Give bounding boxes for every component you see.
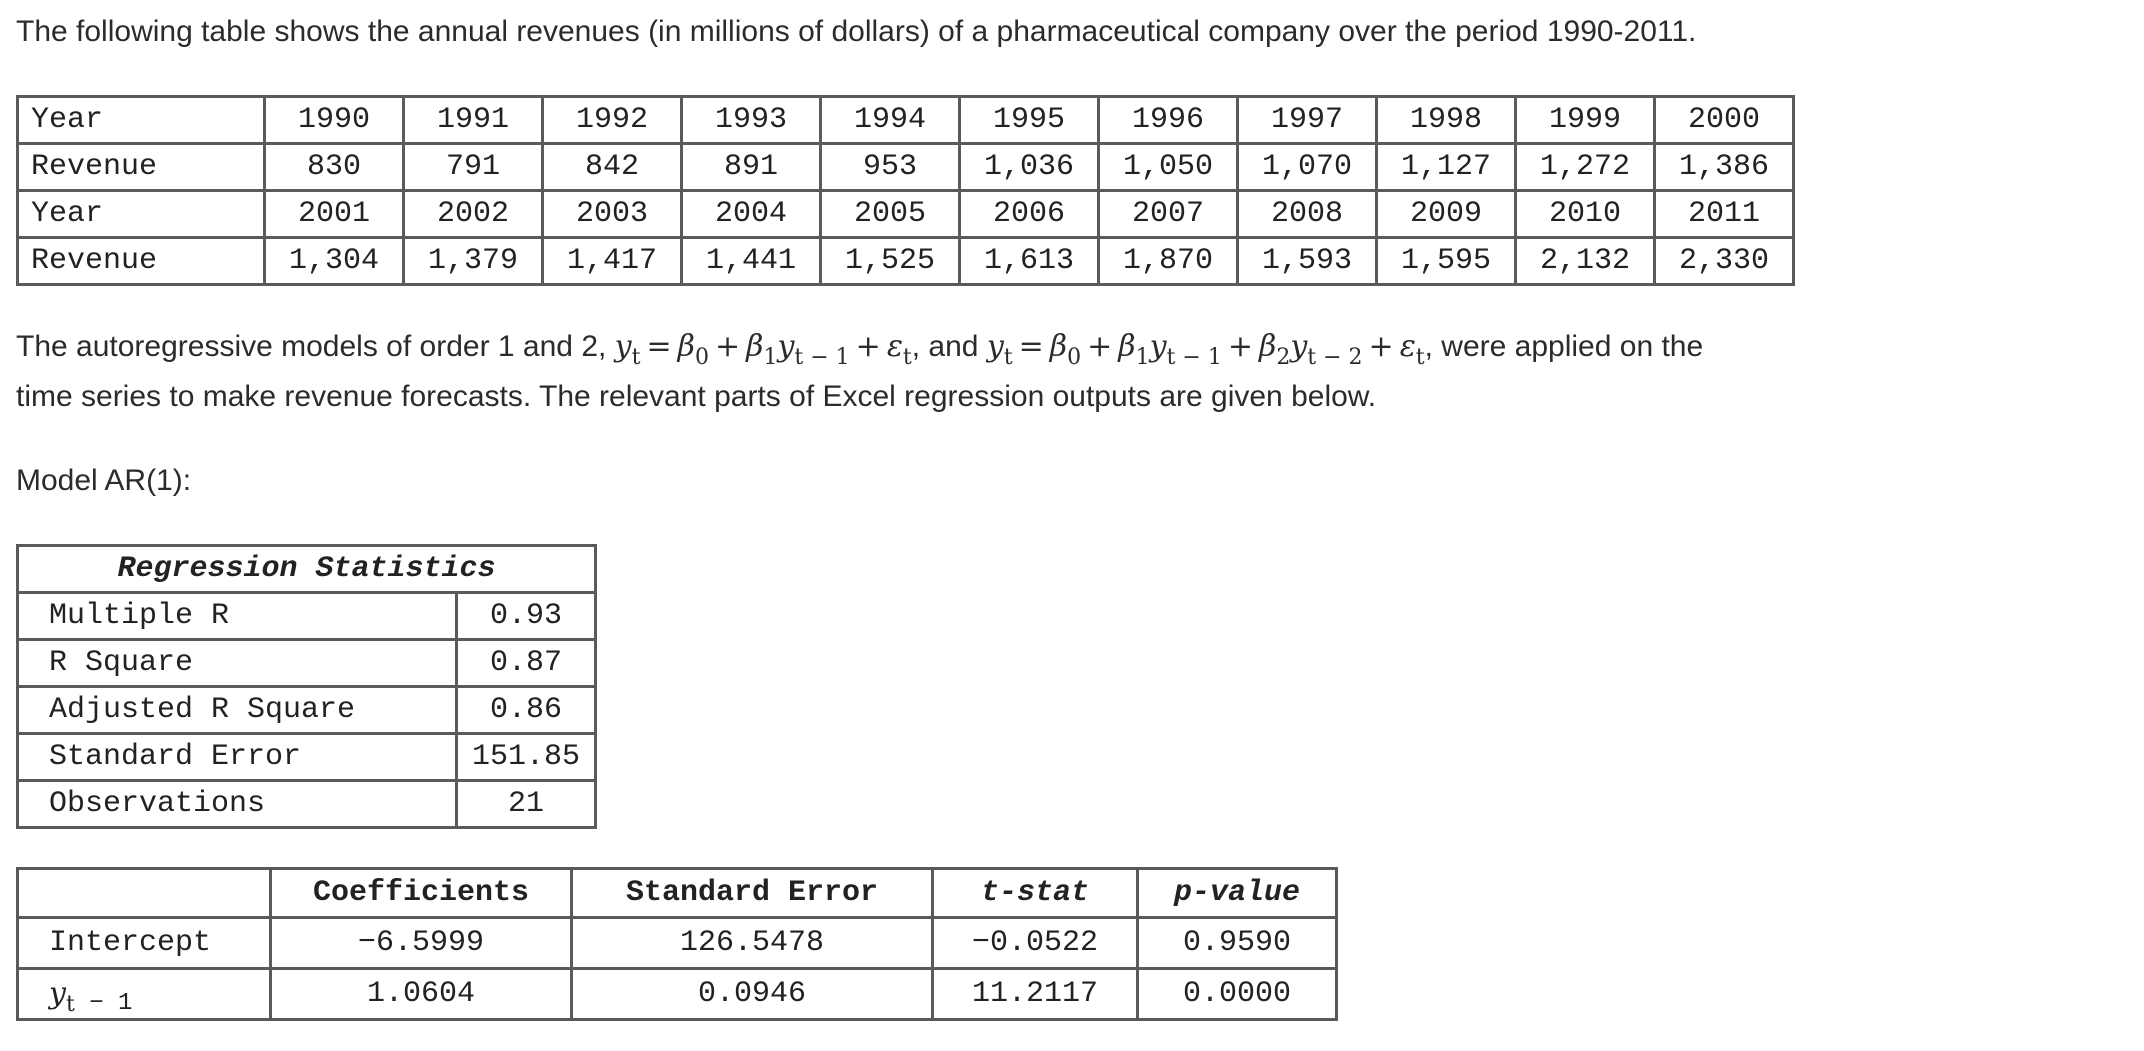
revenue-cell: 1991 [404, 97, 543, 144]
stats-value: 21 [457, 781, 596, 828]
stats-value: 0.86 [457, 687, 596, 734]
coefficients-table [16, 867, 1338, 1021]
stats-value: 0.87 [457, 640, 596, 687]
coef-cell: −6.5999 [271, 918, 572, 969]
stats-label: Multiple R [18, 593, 457, 640]
revenue-cell: 1,417 [543, 238, 682, 285]
revenue-cell: 2009 [1377, 191, 1516, 238]
revenue-cell: 1994 [821, 97, 960, 144]
revenue-cell: 2011 [1655, 191, 1794, 238]
revenue-cell: 2,330 [1655, 238, 1794, 285]
stats-label: Observations [18, 781, 457, 828]
revenue-cell: 1996 [1099, 97, 1238, 144]
coef-header-t-stat: t-stat [933, 869, 1138, 918]
revenue-cell: 1,272 [1516, 144, 1655, 191]
revenue-cell: 1990 [265, 97, 404, 144]
revenue-row-label: Revenue [18, 238, 265, 285]
coef-header-coefficients: Coefficients [271, 869, 572, 918]
regression-statistics-table [16, 544, 597, 829]
stats-row [18, 734, 596, 781]
revenue-cell: 1,070 [1238, 144, 1377, 191]
revenue-cell: 891 [682, 144, 821, 191]
revenue-cell: 1993 [682, 97, 821, 144]
revenue-cell: 2002 [404, 191, 543, 238]
revenue-row-label: Year [18, 191, 265, 238]
revenue-cell: 1,870 [1099, 238, 1238, 285]
stats-row [18, 781, 596, 828]
revenue-cell: 1,613 [960, 238, 1099, 285]
coef-row-intercept [18, 918, 1337, 969]
stats-label: Adjusted R Square [18, 687, 457, 734]
coef-header-standard-error: Standard Error [572, 869, 933, 918]
intro-text: The following table shows the annual revenues (in millions of dollars) of a pharmaceutical company over the period 1990-2011. [16, 15, 1697, 48]
revenue-cell: 2007 [1099, 191, 1238, 238]
revenue-cell: 1,441 [682, 238, 821, 285]
revenue-table-row [18, 238, 1794, 285]
revenue-table [16, 95, 1795, 286]
stats-label: R Square [18, 640, 457, 687]
model-description-lead: The autoregressive models of order 1 and 2, [16, 330, 615, 363]
revenue-cell: 2,132 [1516, 238, 1655, 285]
model-description-tail: , were applied on the [1424, 330, 1704, 363]
revenue-cell: 2008 [1238, 191, 1377, 238]
revenue-cell: 1998 [1377, 97, 1516, 144]
revenue-cell: 1,593 [1238, 238, 1377, 285]
revenue-cell: 1,525 [821, 238, 960, 285]
revenue-cell: 791 [404, 144, 543, 191]
revenue-cell: 1997 [1238, 97, 1377, 144]
revenue-cell: 1999 [1516, 97, 1655, 144]
revenue-table-row [18, 97, 1794, 144]
coef-header-p-value: p-value [1138, 869, 1337, 918]
coef-cell: 126.5478 [572, 918, 933, 969]
revenue-cell: 1,127 [1377, 144, 1516, 191]
revenue-table-row [18, 191, 1794, 238]
revenue-cell: 2003 [543, 191, 682, 238]
coef-header-blank [18, 869, 271, 918]
stats-label: Standard Error [18, 734, 457, 781]
coef-row-label: $y_t$ $_{- 1}$ [18, 969, 271, 1020]
coef-cell: −0.0522 [933, 918, 1138, 969]
revenue-cell: 1,036 [960, 144, 1099, 191]
stats-row [18, 593, 596, 640]
coef-row-label: Intercept [18, 918, 271, 969]
revenue-cell: 1,386 [1655, 144, 1794, 191]
ar2-equation: $y_t = \beta_0 + \beta_1y_{t - 1} + \beta_2y_{t - 2} + \varepsilon_t$ [986, 329, 1425, 370]
revenue-cell: 953 [821, 144, 960, 191]
ar1-equation: $y_t = \beta_0 + \beta_1y_{t - 1} + \varepsilon_t$ [614, 329, 912, 370]
revenue-cell: 2004 [682, 191, 821, 238]
stats-row [18, 687, 596, 734]
stats-header-row [18, 546, 596, 593]
revenue-cell: 2006 [960, 191, 1099, 238]
revenue-cell: 2000 [1655, 97, 1794, 144]
model-description-mid: , and [911, 330, 987, 363]
revenue-row-label: Year [18, 97, 265, 144]
revenue-cell: 1992 [543, 97, 682, 144]
stats-value: 151.85 [457, 734, 596, 781]
coef-cell: 1.0604 [271, 969, 572, 1020]
revenue-cell: 2001 [265, 191, 404, 238]
model-description-line2: time series to make revenue forecasts. The relevant parts of Excel regression outputs are given below. [16, 380, 1377, 413]
revenue-row-label: Revenue [18, 144, 265, 191]
stats-value: 0.93 [457, 593, 596, 640]
revenue-cell: 830 [265, 144, 404, 191]
revenue-cell: 2005 [821, 191, 960, 238]
revenue-cell: 1995 [960, 97, 1099, 144]
coef-cell: 0.0000 [1138, 969, 1337, 1020]
coef-row-lag1 [18, 969, 1337, 1020]
revenue-cell: 842 [543, 144, 682, 191]
stats-row [18, 640, 596, 687]
revenue-cell: 1,595 [1377, 238, 1516, 285]
coef-header-row [18, 869, 1337, 918]
stats-header: Regression Statistics [18, 546, 596, 593]
revenue-cell: 1,304 [265, 238, 404, 285]
coef-cell: 11.2117 [933, 969, 1138, 1020]
coef-cell: 0.0946 [572, 969, 933, 1020]
coef-cell: 0.9590 [1138, 918, 1337, 969]
model-label: Model AR(1): [16, 464, 192, 497]
revenue-cell: 1,379 [404, 238, 543, 285]
revenue-table-row [18, 144, 1794, 191]
revenue-cell: 2010 [1516, 191, 1655, 238]
revenue-cell: 1,050 [1099, 144, 1238, 191]
model-description [16, 323, 1703, 374]
